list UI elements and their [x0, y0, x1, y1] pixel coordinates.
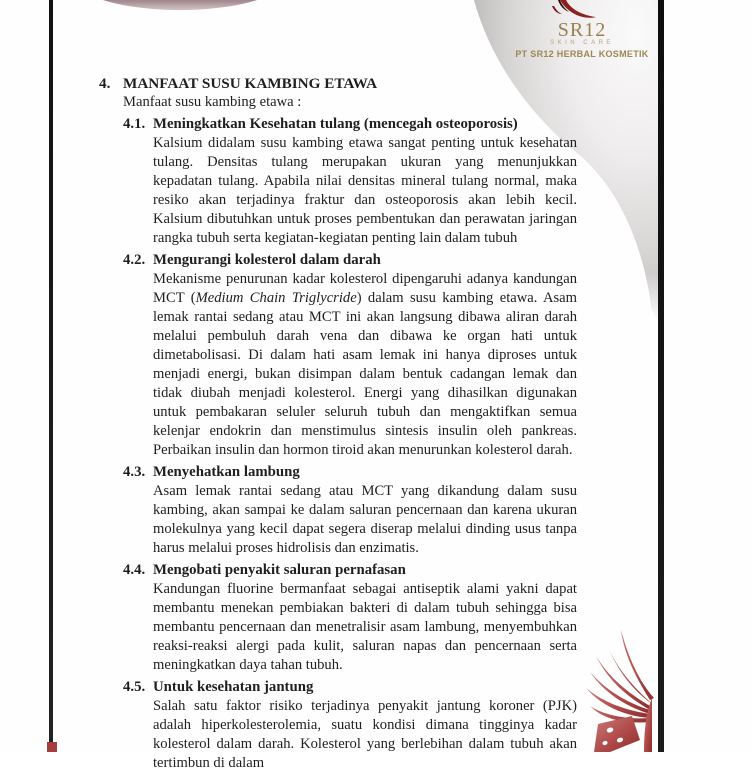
section [99, 678, 577, 773]
section-heading [123, 115, 577, 134]
intro-text: Manfaat susu kambing etawa : [123, 94, 302, 110]
section-body [153, 270, 577, 460]
top-maroon-shape [78, 0, 282, 10]
body-segment: Salah satu faktor risiko terjadinya penyakit jantung koroner (PJK) adalah hiperkolesterolemia, suatu kondisi dimana tingginya kadar kolesterol dalam darah. Kolesterol yang berlebihan dalam tubuh akan tertimbun di dalam [153, 698, 577, 771]
section [99, 115, 577, 248]
main-heading-number: 4. [99, 75, 111, 92]
page-right-edge [658, 0, 664, 752]
section-number: 4.1. [123, 116, 146, 132]
page-left-edge [49, 0, 53, 752]
fern-leaf-decoration [580, 628, 658, 752]
section-body [153, 482, 577, 558]
section-title: Meningkatkan Kesehatan tulang (mencegah osteoporosis) [153, 116, 518, 132]
section-heading [123, 251, 577, 270]
sr12-logo [512, 0, 652, 85]
section [99, 561, 577, 675]
document-content [99, 74, 577, 773]
body-segment: ) dalam susu kambing etawa. Asam lemak rantai sedang atau MCT ini akan langsung dibawa aliran darah melalui pembuluh darah vena dan dibawa ke organ hati untuk dimetabolisasi. Di dalam hati asam lemak ini hanya diproses untuk menjadi energi, bukan disimpan dalam bentuk cadangan lemak dan tidak diubah menjadi kolesterol. Energi yang dihasilkan digunakan untuk pembakaran seluler seluruh tubuh dan mengaktifkan semua kelenjar endokrin dan menstimulus sintesis insulin oleh pankreas. Perbaikan insulin dan hormon tiroid akan menurunkan kolesterol darah. [153, 290, 577, 458]
section [99, 463, 577, 558]
logo-tagline: SKIN CARE [550, 40, 614, 46]
section-title: Mengurangi kolesterol dalam darah [153, 252, 381, 268]
section [99, 251, 577, 460]
main-heading [99, 74, 577, 93]
logo-company: PT SR12 HERBAL KOSMETIK [515, 49, 649, 59]
section-title: Mengobati penyakit saluran pernafasan [153, 562, 406, 578]
section-title: Menyehatkan lambung [153, 464, 300, 480]
body-segment: Mekanisme penurunan kadar kolesterol dipengaruhi adanya kandungan MCT ( [153, 271, 577, 306]
section-heading [123, 561, 577, 580]
corner-red-square [47, 742, 57, 752]
section-title: Untuk kesehatan jantung [153, 679, 314, 695]
section-body [153, 580, 577, 675]
body-segment: Kandungan fluorine bermanfaat sebagai antiseptik alami yakni dapat membantu menekan pembiakan bakteri di dalam tubuh sehingga bisa membantu pencernaan dan menetralisir asam lambung, menyembuhkan reaksi-reaksi alergi pada kulit, saluran napas dan pencernaan serta meningkatkan daya tahan tubuh. [153, 581, 577, 673]
section-body [153, 134, 577, 248]
main-heading-title: MANFAAT SUSU KAMBING ETAWA [123, 75, 378, 92]
section-number: 4.5. [123, 679, 146, 695]
section-heading [123, 678, 577, 697]
body-segment: Kalsium didalam susu kambing etawa sangat penting untuk kesehatan tulang. Densitas tulang merupakan ukuran yang menunjukkan kepadatan tulang. Apabila nilai densitas mineral tulang normal, maka resiko akan terjadinya fraktur dan osteoporosis akan lebih kecil. Kalsium dibutuhkan untuk proses pembentukan dan perawatan jaringan rangka tubuh serta kegiatan-kegiatan penting lain dalam tubuh [153, 135, 577, 246]
section-number: 4.2. [123, 252, 146, 268]
logo-brand: SR12 [557, 19, 607, 41]
sections-container [99, 115, 577, 773]
section-number: 4.3. [123, 464, 146, 480]
body-segment: Medium Chain Triglycride [195, 290, 357, 306]
body-segment: Asam lemak rantai sedang atau MCT yang dikandung dalam susu kambing, akan sampai ke dalam saluran pencernaan dan karena ukuran molekulnya yang kecil dapat segera diserap melalui dinding usus tanpa harus melalui proses hidrolisis dan enzimatis. [153, 483, 577, 556]
section-number: 4.4. [123, 562, 146, 578]
section-body [153, 697, 577, 773]
section-heading [123, 463, 577, 482]
